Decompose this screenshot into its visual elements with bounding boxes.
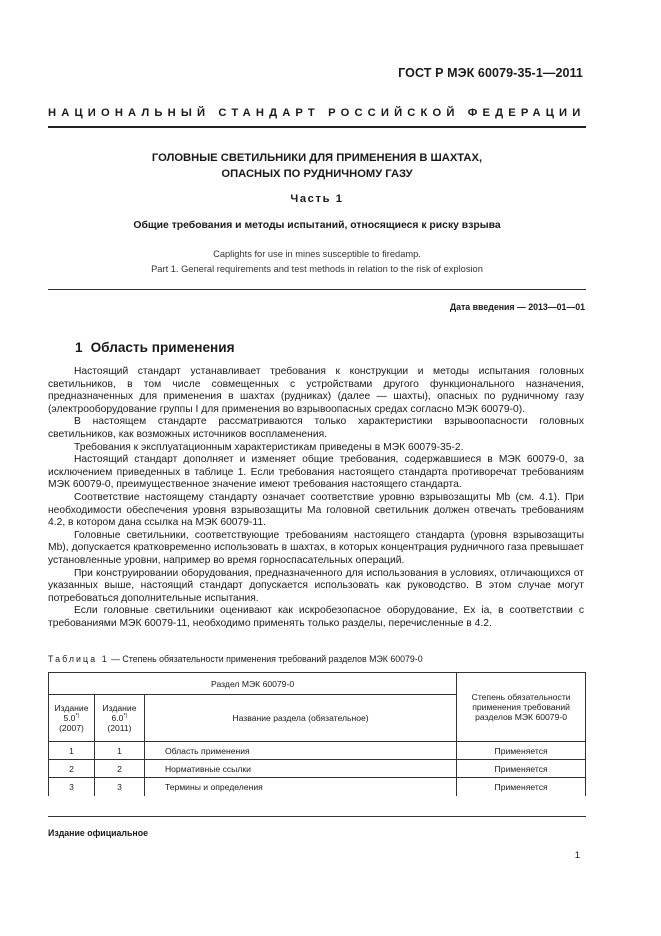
cell-section-name: Нормативные ссылки — [144, 760, 456, 778]
paragraph: Головные светильники, соответствующие требованиям настоящего стандарта (уровня взрывозащиты Mb), допускается кратковременно использовать в шахтах, в которых концентрация рудничного газа превышает установленные уровни, например во время горноспасательных операций. — [48, 529, 584, 566]
cell-section-name: Область применения — [144, 742, 456, 760]
table-group-header: Раздел МЭК 60079-0 — [49, 673, 457, 695]
cell-status: Применяется — [457, 778, 586, 796]
paragraph: Настоящий стандарт дополняет и изменяет общие требования, содержавшиеся в МЭК 60079-0, за исключением приведенных в таблице 1. Если требования настоящего стандарта противоречат требованиям МЭК 60079-0, преимущественное значение имеют требования настоящего стандарта. — [48, 454, 584, 491]
paragraph: Требования к эксплуатационным характеристикам приведены в МЭК 60079-35-2. — [74, 441, 464, 453]
cell-status: Применяется — [457, 760, 586, 778]
cell-edition-5: 2 — [49, 760, 95, 778]
document-code: ГОСТ Р МЭК 60079-35-1—2011 — [398, 66, 583, 80]
paragraph: Настоящий стандарт устанавливает требования к конструкции и методы испытания головных светильников, в том числе совмещенных с устройствами другого функционального назначения, предназначенных для применения в шахтах (рудниках) (далее — шахты), опасных по рудничному газу (электрооборудование группы I для применения во взрывоопасных средах согласно МЭК 60079-0). — [48, 366, 584, 415]
table-caption-prefix: Таблица 1 — [48, 654, 109, 664]
title-divider — [48, 289, 586, 290]
english-title-line-1: Caplights for use in mines susceptible to firedamp. — [213, 249, 421, 259]
footer-divider — [48, 816, 586, 817]
section-heading — [75, 340, 235, 355]
cell-edition-5: 3 — [49, 778, 95, 796]
official-edition-label: Издание официальное — [48, 828, 148, 838]
page-number: 1 — [574, 850, 580, 861]
national-standard-heading: НАЦИОНАЛЬНЫЙ СТАНДАРТ РОССИЙСКОЙ ФЕДЕРАЦИИ — [48, 107, 586, 119]
document-title — [48, 150, 586, 182]
cell-edition-6: 2 — [94, 760, 144, 778]
document-subtitle: Общие требования и методы испытаний, относящиеся к риску взрыва — [133, 220, 501, 231]
section-body — [48, 366, 584, 630]
title-line-2: ОПАСНЫХ ПО РУДНИЧНОМУ ГАЗУ — [221, 168, 413, 180]
section-number: 1 — [75, 340, 83, 355]
cell-status: Применяется — [457, 742, 586, 760]
table-row — [49, 760, 586, 778]
cell-edition-5: 1 — [49, 742, 95, 760]
table-header-status: Степень обязательности применения требований разделов МЭК 60079-0 — [457, 673, 586, 742]
table-header-edition-6: Издание 6.0*) (2011) — [94, 695, 144, 742]
paragraph: Если головные светильники оценивают как искробезопасное оборудование, Ex ia, в соответствии с требованиями МЭК 60079-11, необходимо применять только разделы, перечисленные в 4.2. — [48, 605, 584, 629]
table-caption — [48, 654, 423, 664]
table-row — [49, 778, 586, 796]
table-row — [49, 742, 586, 760]
title-line-1: ГОЛОВНЫЕ СВЕТИЛЬНИКИ ДЛЯ ПРИМЕНЕНИЯ В ШАХТАХ, — [151, 152, 483, 164]
english-title-line-2: Part 1. General requirements and test methods in relation to the risk of explosion — [151, 264, 483, 274]
table-header-edition-5: Издание 5.0*) (2007) — [49, 695, 95, 742]
part-label: Часть 1 — [290, 193, 344, 205]
paragraph: Соответствие настоящему стандарту означает соответствие уровню взрывозащиты Mb (см. 4.1). При необходимости обеспечения уровня взрывозащиты Ma головной светильник должен отвечать требованиям 4.2, в котором дана ссылка на МЭК 60079-11. — [48, 491, 584, 529]
introduction-date: Дата введения — 2013—01—01 — [449, 302, 585, 312]
cell-edition-6: 1 — [94, 742, 144, 760]
table-caption-text: — Степень обязательности применения требований разделов МЭК 60079-0 — [108, 654, 423, 664]
cell-section-name: Термины и определения — [144, 778, 456, 796]
paragraph: При конструировании оборудования, предназначенного для использования в условиях, отличающихся от указанных выше, настоящий стандарт допускается использовать как руководство. В этом случае могут потребоваться дополнительные испытания. — [48, 567, 584, 604]
requirements-table — [48, 672, 586, 796]
english-title — [48, 247, 586, 277]
section-title: Область применения — [90, 340, 235, 355]
header-divider — [48, 126, 586, 128]
cell-edition-6: 3 — [94, 778, 144, 796]
table-header-section-name: Название раздела (обязательное) — [144, 695, 456, 742]
paragraph: В настоящем стандарте рассматриваются только характеристики взрывоопасности головных светильников, как возможных источников воспламенения. — [48, 416, 584, 440]
